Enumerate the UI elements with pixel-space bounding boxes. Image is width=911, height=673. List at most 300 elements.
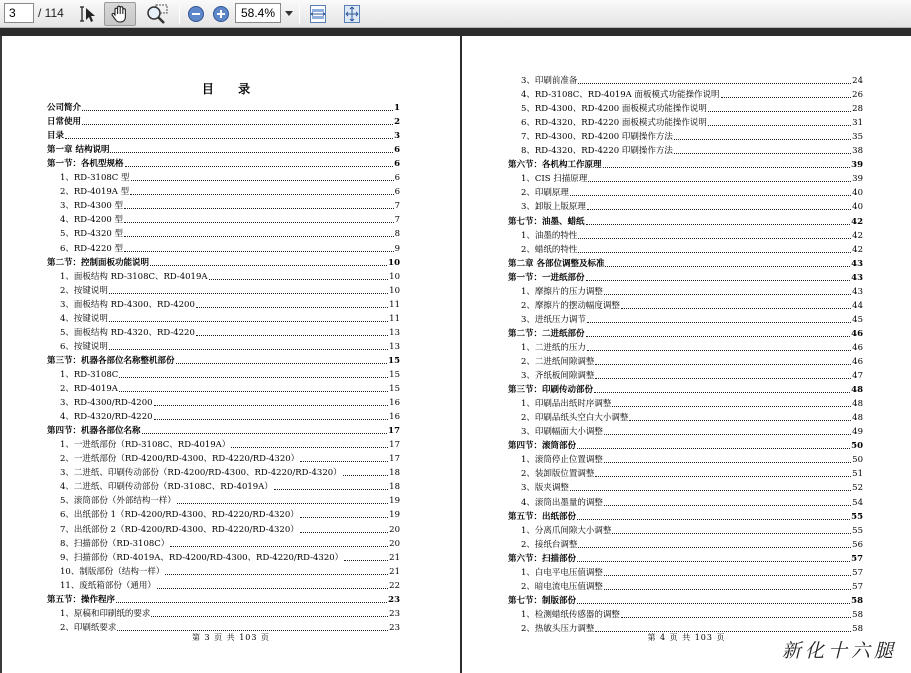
toc-entry-page-number: 46	[852, 357, 863, 367]
toc-entry-page-number: 1	[394, 103, 400, 113]
toc-leader-dots	[605, 266, 850, 267]
toc-entry-title: 日常使用	[47, 117, 82, 128]
toc-leader-dots	[124, 236, 394, 237]
toc-entry-title: 1、滚筒停止位置调整	[521, 455, 603, 466]
toc-entry-page-number: 48	[852, 399, 863, 410]
toc-entry-title: 2、印刷纸要求	[60, 622, 117, 633]
toc-entry-page-number: 11	[389, 313, 400, 324]
toc-entry-title: 2、接纸台调整	[521, 539, 578, 550]
toc-entry-title: 2、印刷原理	[521, 188, 569, 199]
toc-leader-dots	[124, 222, 394, 223]
toc-leader-dots	[154, 405, 389, 406]
toc-entry-title: 第三节：印刷传动部份	[508, 385, 594, 396]
toc-entry[interactable]	[47, 158, 400, 170]
toc-entry[interactable]	[521, 342, 863, 354]
toc-entry[interactable]	[60, 411, 400, 423]
toc-entry[interactable]	[521, 173, 863, 185]
toc-leader-dots	[157, 588, 388, 589]
toc-entry[interactable]	[47, 425, 400, 437]
toc-entry-page-number: 55	[852, 525, 863, 536]
toc-entry-page-number: 2	[394, 117, 400, 128]
toc-entry-page-number: 42	[852, 230, 863, 241]
toc-entry-page-number: 3	[394, 131, 400, 142]
toc-leader-dots	[131, 180, 394, 181]
toc-entry[interactable]	[60, 580, 400, 592]
toc-entry-page-number: 23	[389, 608, 400, 619]
toc-entry-page-number: 58	[851, 595, 863, 606]
toc-entry-page-number: 7	[394, 201, 400, 212]
toc-entry[interactable]	[60, 383, 400, 395]
toc-entry[interactable]	[60, 397, 400, 409]
toc-leader-dots	[300, 517, 388, 518]
toc-entry-title: 4、RD-3108C、RD-4019A 面板模式功能操作说明	[521, 90, 720, 101]
toc-entry[interactable]	[60, 467, 400, 479]
toc-entry-page-number: 6	[394, 173, 400, 184]
toc-entry-page-number: 6	[394, 159, 400, 170]
toc-entry-title: 3、版夹调整	[521, 483, 569, 494]
toc-leader-dots	[119, 391, 388, 392]
toc-entry-title: 第六节：扫描部份	[508, 553, 577, 564]
toc-entry[interactable]	[521, 244, 863, 256]
toc-entry-page-number: 57	[852, 567, 863, 578]
toc-entry[interactable]	[521, 497, 863, 509]
toolbar-separator	[299, 4, 300, 24]
toc-leader-dots	[124, 251, 394, 252]
toc-leader-dots	[570, 195, 851, 196]
toc-entry[interactable]	[521, 609, 863, 621]
toc-entry[interactable]	[47, 116, 400, 128]
toc-entry[interactable]	[521, 567, 863, 579]
toc-entry[interactable]	[521, 412, 863, 424]
text-select-cursor-icon[interactable]	[74, 2, 98, 26]
toc-leader-dots	[82, 110, 393, 111]
toc-entry[interactable]	[60, 172, 400, 184]
toc-entry-page-number: 31	[852, 118, 863, 129]
toc-entry[interactable]	[508, 553, 863, 565]
toc-entry-title: 3、RD-4300/RD-4200	[60, 398, 153, 409]
toc-leader-dots	[587, 322, 851, 323]
toc-entry-page-number: 45	[852, 314, 863, 325]
toc-entry-title: 第五节：出纸部份	[508, 511, 577, 522]
toc-entry-title: 5、RD-4320 型	[60, 229, 123, 240]
toc-leader-dots	[165, 574, 388, 575]
toc-leader-dots	[588, 181, 851, 182]
toc-entry[interactable]	[47, 144, 400, 156]
toc-entry[interactable]	[508, 216, 863, 228]
toc-entry[interactable]	[508, 159, 863, 171]
toc-entry[interactable]	[60, 186, 400, 198]
toc-entry-page-number: 17	[388, 426, 400, 437]
toc-entry-page-number: 50	[852, 455, 863, 466]
toc-entry-page-number: 13	[389, 327, 400, 338]
toc-entry-page-number: 39	[851, 160, 863, 171]
toc-entry-title: 3、面板结构 RD-4300、RD-4200	[60, 299, 195, 310]
toc-entry[interactable]	[521, 131, 863, 143]
toc-leader-dots	[604, 589, 851, 590]
toc-entry-page-number: 42	[851, 216, 863, 227]
toc-leader-dots	[587, 209, 851, 210]
toc-leader-dots	[300, 461, 388, 462]
toolbar-separator	[179, 4, 180, 24]
toc-entry[interactable]	[60, 271, 400, 283]
toc-leader-dots	[344, 560, 388, 561]
toc-entry[interactable]	[60, 327, 400, 339]
toc-leader-dots	[604, 434, 851, 435]
toc-entry-page-number: 48	[852, 413, 863, 424]
toc-entry[interactable]	[60, 285, 400, 297]
toc-leader-dots	[150, 265, 387, 266]
toc-leader-dots	[595, 476, 851, 477]
toc-entry-page-number: 21	[389, 566, 400, 577]
toc-entry[interactable]	[60, 495, 400, 507]
toc-entry-title: 1、摩擦片的压力调整	[521, 286, 603, 297]
toc-entry[interactable]	[521, 398, 863, 410]
toc-entry-page-number: 22	[389, 580, 400, 591]
toc-entry[interactable]	[60, 369, 400, 381]
toc-entry[interactable]	[60, 299, 400, 311]
toc-leader-dots	[577, 561, 850, 562]
toc-entry-page-number: 7	[394, 215, 400, 226]
toc-leader-dots	[594, 392, 850, 393]
toc-leader-dots	[116, 602, 387, 603]
toc-entry-title: 7、出纸部份 2（RD-4200/RD-4300、RD-4220/RD-4320）	[60, 524, 299, 535]
fit-width-icon[interactable]	[306, 2, 330, 26]
toc-entry-title: 3、二进纸、印刷传动部份（RD-4200/RD-4300、RD-4220/RD-4320）	[60, 468, 342, 479]
toc-entry-page-number: 18	[389, 468, 400, 479]
toc-leader-dots	[124, 208, 394, 209]
toc-entry[interactable]	[47, 130, 400, 142]
document-page-4[interactable]	[462, 36, 911, 673]
toc-leader-dots	[578, 83, 851, 84]
plus-circle-icon[interactable]	[211, 2, 231, 26]
toc-entry-page-number: 44	[852, 300, 863, 311]
toc-entry-title: 7、RD-4300、RD-4200 印刷操作方法	[521, 132, 673, 143]
toc-entry[interactable]	[508, 511, 863, 523]
toc-entry-page-number: 13	[389, 341, 400, 352]
toc-entry[interactable]	[521, 525, 863, 537]
toc-entry-page-number: 17	[389, 440, 400, 451]
toc-entry-title: 6、按键说明	[60, 341, 108, 352]
toc-entry-title: 1、分离爪间隙大小调整	[521, 525, 612, 536]
toc-leader-dots	[109, 321, 388, 322]
viewer-background	[0, 28, 911, 36]
toc-entry-page-number: 15	[388, 355, 400, 366]
toc-entry[interactable]	[60, 566, 400, 578]
toc-entry-page-number: 10	[389, 285, 400, 296]
toc-title: 目 录	[201, 82, 261, 96]
toc-entry-title: 2、印刷品纸头空白大小调整	[521, 413, 629, 424]
toc-entry[interactable]	[60, 481, 400, 493]
toc-leader-dots	[595, 378, 851, 379]
toc-leader-dots	[343, 475, 389, 476]
toc-entry-title: 1、印刷品出纸时序调整	[521, 399, 612, 410]
watermark-text: 新化十六腿	[782, 640, 898, 662]
toc-leader-dots	[151, 616, 388, 617]
toc-entry[interactable]	[508, 595, 863, 607]
toc-entry-page-number: 40	[852, 202, 863, 213]
toc-entry-title: 10、制版部份（结构一样）	[60, 566, 165, 577]
toc-entry-title: 1、白电平电压值调整	[521, 567, 603, 578]
toc-entry-title: 9、扫描部份（RD-4019A、RD-4200/RD-4300、RD-4220/RD-4320）	[60, 552, 344, 563]
toc-entry[interactable]	[47, 257, 400, 269]
toc-leader-dots	[154, 419, 389, 420]
hand-icon[interactable]	[104, 2, 136, 26]
toc-entry-page-number: 9	[394, 243, 400, 254]
toc-leader-dots	[604, 505, 851, 506]
toc-leader-dots	[196, 307, 388, 308]
toc-entry[interactable]	[521, 482, 863, 494]
toc-entry-title: 3、卸版上版原理	[521, 202, 586, 213]
toc-entry[interactable]	[521, 426, 863, 438]
toc-entry-title: 2、装卸版位置调整	[521, 469, 595, 480]
toc-entry-title: 第一章 结构说明	[47, 145, 110, 156]
toc-entry-page-number: 51	[852, 469, 863, 480]
toc-entry-title: 2、RD-4019A	[60, 384, 118, 394]
page-number-input[interactable]	[4, 3, 34, 23]
toc-entry[interactable]	[60, 214, 400, 226]
toc-entry[interactable]	[521, 117, 863, 129]
toc-entry-title: 4、滚筒出墨量的调整	[521, 497, 603, 508]
toc-leader-dots	[629, 420, 851, 421]
toc-entry-title: 第四节：机器各部位名称	[47, 426, 141, 437]
toc-leader-dots	[142, 433, 388, 434]
toc-leader-dots	[612, 406, 851, 407]
toc-entry[interactable]	[60, 552, 400, 564]
toc-leader-dots	[586, 280, 851, 281]
toc-entry[interactable]	[521, 75, 863, 87]
toc-entry[interactable]	[521, 103, 863, 115]
page-footer: 第 4 页 共 103 页	[647, 633, 726, 642]
toc-entry-title: 5、滚筒部份（外部结构一样）	[60, 496, 176, 507]
toc-entry-page-number: 28	[852, 104, 863, 115]
chevron-down-icon[interactable]	[283, 2, 295, 26]
toc-entry-page-number: 47	[852, 371, 863, 382]
toc-leader-dots	[674, 153, 851, 154]
toc-entry-title: 4、RD-4320/RD-4220	[60, 412, 153, 423]
toc-entry[interactable]	[521, 187, 863, 199]
toc-entry-title: 2、RD-4019A 型	[60, 187, 130, 198]
toc-list-left	[2, 36, 460, 673]
toc-entry-title: 1、RD-3108C	[60, 369, 119, 380]
toc-entry-title: 4、RD-4200 型	[60, 215, 123, 226]
toc-leader-dots	[604, 462, 851, 463]
toc-leader-dots	[274, 489, 388, 490]
toc-entry-page-number: 42	[852, 244, 863, 255]
toc-entry[interactable]	[60, 243, 400, 255]
toc-entry-page-number: 40	[852, 188, 863, 199]
toc-entry-title: 2、暗电流电压值调整	[521, 581, 603, 592]
document-page-3[interactable]	[2, 36, 460, 673]
toc-entry[interactable]	[521, 539, 863, 551]
toc-entry[interactable]	[508, 440, 863, 452]
toc-entry-page-number: 43	[852, 286, 863, 297]
toc-entry-title: 3、印刷幅面大小调整	[521, 427, 603, 438]
toc-entry-title: 5、面板结构 RD-4320、RD-4220	[60, 327, 195, 338]
toc-entry-title: 4、二进纸、印刷传动部份（RD-3108C、RD-4019A）	[60, 482, 273, 493]
toc-entry-page-number: 20	[389, 538, 400, 549]
toc-leader-dots	[603, 167, 851, 168]
toc-entry[interactable]	[508, 272, 863, 284]
toc-entry-page-number: 50	[851, 441, 863, 452]
toc-entry-page-number: 11	[389, 299, 400, 310]
toc-entry[interactable]	[521, 370, 863, 382]
toc-leader-dots	[170, 546, 388, 547]
toc-entry-page-number: 20	[389, 524, 400, 535]
toc-leader-dots	[125, 166, 394, 167]
toc-entry-page-number: 6	[394, 187, 400, 198]
toc-leader-dots	[109, 293, 388, 294]
toc-entry[interactable]	[47, 594, 400, 606]
pdf-toolbar	[0, 0, 911, 28]
toc-entry-page-number: 21	[389, 552, 400, 563]
toc-list-right	[462, 36, 911, 673]
toc-entry[interactable]	[508, 328, 863, 340]
toc-leader-dots	[595, 364, 851, 365]
toc-entry-title: 2、热敏头压力调整	[521, 623, 595, 634]
toc-leader-dots	[587, 350, 851, 351]
toc-entry-page-number: 58	[852, 623, 863, 634]
toc-entry[interactable]	[521, 145, 863, 157]
toc-leader-dots	[708, 111, 851, 112]
toc-entry-title: 目录	[47, 131, 65, 142]
toc-entry-title: 1、检测蜡纸传感器的调整	[521, 609, 620, 620]
toc-entry-title: 11、废纸箱部份（通用）	[60, 580, 156, 591]
toc-entry[interactable]	[521, 314, 863, 326]
toc-entry-title: 第二章 各部位调整及标准	[508, 258, 605, 269]
fit-page-icon[interactable]	[340, 2, 364, 26]
minus-circle-icon[interactable]	[186, 2, 206, 26]
toc-entry-page-number: 48	[851, 385, 863, 396]
toc-entry[interactable]	[60, 453, 400, 465]
toc-entry-title: 公司简介	[47, 103, 82, 113]
toc-entry-title: 1、面板结构 RD-3108C、RD-4019A	[60, 271, 208, 282]
toc-entry-title: 1、原稿和印刷纸的要求	[60, 608, 151, 619]
toc-entry[interactable]	[508, 258, 863, 270]
toc-entry-title: 第五节：操作程序	[47, 594, 116, 605]
toc-entry[interactable]	[47, 355, 400, 367]
toc-entry-page-number: 19	[389, 510, 400, 521]
toc-entry[interactable]	[60, 538, 400, 550]
toc-leader-dots	[300, 532, 388, 533]
toc-entry[interactable]	[60, 524, 400, 536]
toc-leader-dots	[708, 125, 851, 126]
toc-entry-page-number: 46	[851, 328, 863, 339]
toc-entry[interactable]	[508, 384, 863, 396]
toc-leader-dots	[604, 294, 851, 295]
toc-entry[interactable]	[521, 300, 863, 312]
toc-leader-dots	[577, 448, 850, 449]
toc-leader-dots	[612, 533, 851, 534]
toc-entry-title: 第二节：二进纸部份	[508, 328, 585, 339]
toc-entry-title: 4、按键说明	[60, 313, 108, 324]
toc-entry-title: 3、RD-4300 型	[60, 201, 123, 212]
toc-leader-dots	[117, 630, 388, 631]
toc-entry-page-number: 23	[388, 594, 400, 605]
toc-entry-page-number: 8	[394, 229, 400, 240]
toc-entry-title: 第七节：油墨、蜡纸	[508, 216, 585, 227]
toc-entry[interactable]	[60, 439, 400, 451]
toc-entry[interactable]	[60, 313, 400, 325]
toc-entry-page-number: 39	[852, 174, 863, 185]
toc-entry-title: 1、油墨的特性	[521, 230, 578, 241]
page-footer: 第 3 页 共 103 页	[191, 633, 271, 642]
toc-entry-title: 1、RD-3108C 型	[60, 173, 130, 184]
toc-entry-page-number: 10	[389, 271, 400, 282]
marquee-zoom-icon[interactable]	[143, 2, 171, 26]
toc-entry-page-number: 52	[852, 483, 863, 494]
toc-entry-title: 2、摩擦片的摆动幅度调整	[521, 300, 620, 311]
toc-entry[interactable]	[521, 454, 863, 466]
toc-entry[interactable]	[521, 581, 863, 593]
toc-entry-page-number: 46	[852, 342, 863, 353]
toc-entry-title: 8、RD-4320、RD-4220 印刷操作方法	[521, 146, 673, 157]
toc-entry-title: 第一节：各机型规格	[47, 159, 124, 170]
toc-entry-page-number: 43	[851, 272, 863, 283]
toc-entry-page-number: 16	[389, 398, 400, 409]
toc-entry[interactable]	[521, 201, 863, 213]
toc-leader-dots	[586, 224, 851, 225]
toc-leader-dots	[721, 97, 852, 98]
toc-entry[interactable]	[521, 230, 863, 242]
toc-leader-dots	[570, 490, 851, 491]
toc-entry-page-number: 15	[389, 384, 400, 394]
toc-entry[interactable]	[60, 228, 400, 240]
toc-leader-dots	[109, 349, 388, 350]
toc-leader-dots	[621, 617, 851, 618]
toc-entry-page-number: 26	[852, 90, 863, 101]
toc-entry-title: 6、RD-4220 型	[60, 243, 123, 254]
toc-leader-dots	[604, 575, 851, 576]
toc-entry-page-number: 15	[389, 369, 400, 380]
toc-entry-title: 2、二进纸间隙调整	[521, 357, 595, 367]
toc-entry-page-number: 23	[389, 622, 400, 633]
toc-entry-title: 2、按键说明	[60, 285, 108, 296]
toc-entry-title: 1、CIS 扫描原理	[521, 174, 588, 185]
toc-entry-page-number: 6	[394, 145, 400, 156]
toc-entry[interactable]	[60, 608, 400, 620]
toc-entry[interactable]	[60, 341, 400, 353]
toc-leader-dots	[177, 503, 388, 504]
toc-entry[interactable]	[60, 509, 400, 521]
toc-entry-title: 第二节：控制面板功能说明	[47, 257, 150, 268]
toc-entry-title: 8、扫描部份（RD-3108C）	[60, 538, 170, 549]
toc-entry[interactable]	[521, 356, 863, 368]
toc-entry-title: 3、印刷前准备	[521, 76, 578, 86]
toc-leader-dots	[586, 336, 851, 337]
toc-entry-page-number: 58	[852, 609, 863, 620]
toc-entry[interactable]	[521, 89, 863, 101]
toc-entry[interactable]	[47, 102, 400, 114]
toc-entry[interactable]	[60, 200, 400, 212]
toc-leader-dots	[110, 152, 393, 153]
toc-leader-dots	[577, 603, 850, 604]
toc-entry-title: 3、齐纸板间隙调整	[521, 371, 595, 382]
toc-leader-dots	[209, 279, 389, 280]
toc-leader-dots	[196, 335, 388, 336]
toc-entry[interactable]	[521, 286, 863, 298]
toc-entry-page-number: 19	[389, 496, 400, 507]
toc-entry-page-number: 54	[852, 497, 863, 508]
toc-entry-title: 第七节：制版部份	[508, 595, 577, 606]
zoom-level-input[interactable]	[235, 3, 281, 23]
toc-entry-page-number: 24	[852, 76, 863, 86]
toc-entry-title: 6、出纸部份 1（RD-4200/RD-4300、RD-4220/RD-4320）	[60, 510, 299, 521]
toc-entry-title: 2、蜡纸的特性	[521, 244, 578, 255]
toc-leader-dots	[119, 377, 388, 378]
toc-entry[interactable]	[521, 468, 863, 480]
toc-entry-page-number: 18	[389, 482, 400, 493]
toc-entry-page-number: 57	[851, 553, 863, 564]
